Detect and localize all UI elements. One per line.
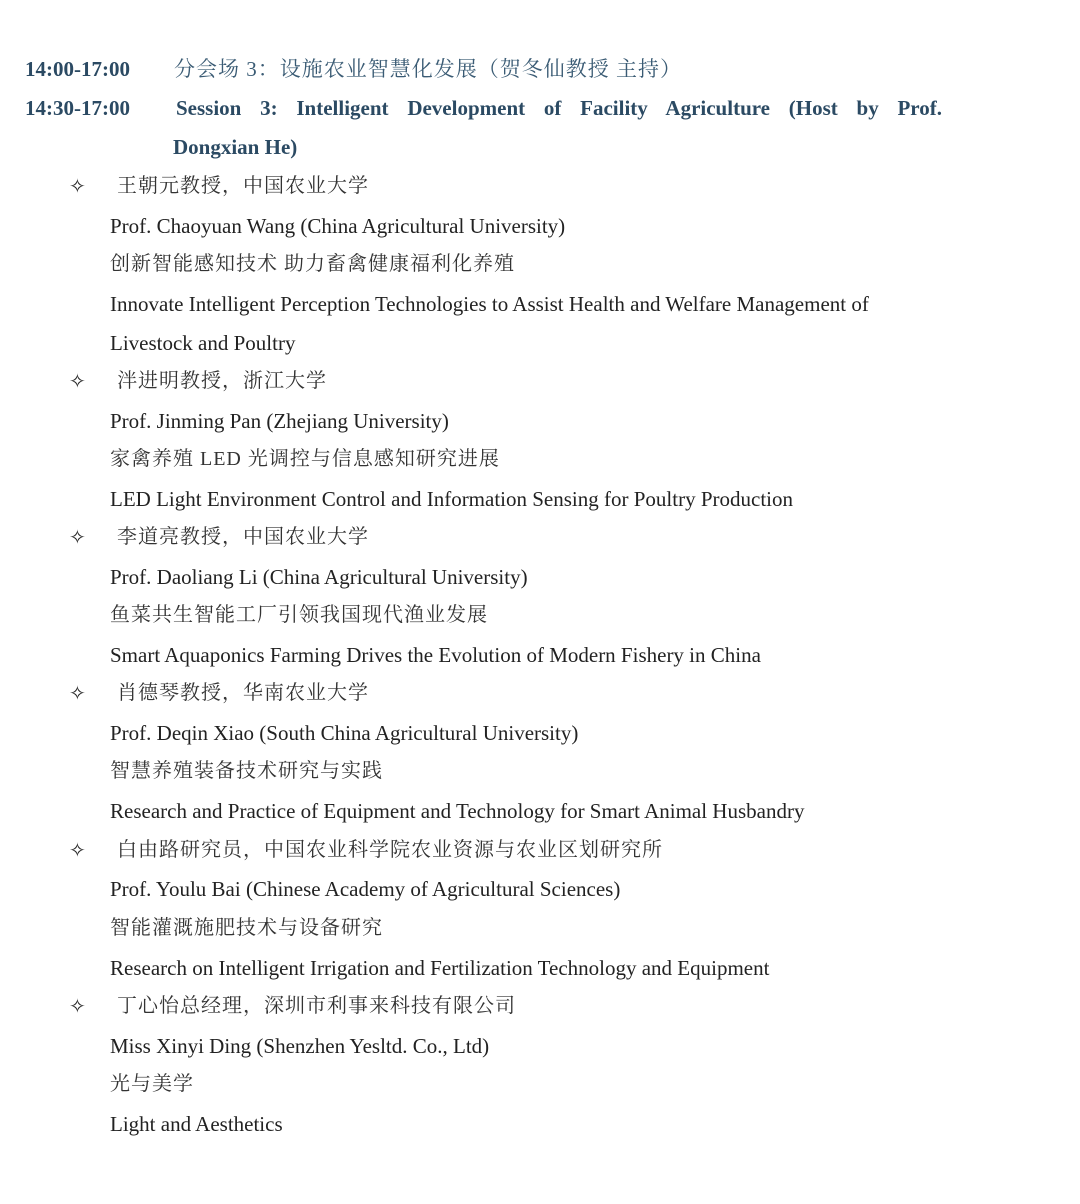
speaker-en-row: [0, 211, 1080, 241]
talk-title-cn: 光与美学: [110, 1073, 194, 1095]
speaker-en-row: [0, 406, 1080, 436]
speaker-cn: 王朝元教授，中国农业大学: [117, 175, 369, 197]
talk-title-en: Research and Practice of Equipment and Technology for Smart Animal Husbandry: [110, 799, 805, 823]
speaker-en-row: [0, 874, 1080, 904]
diamond-bullet-icon: ✧: [69, 369, 86, 393]
speaker-en: Prof. Youlu Bai (Chinese Academy of Agricultural Sciences): [110, 877, 621, 901]
talk-title-en: Smart Aquaponics Farming Drives the Evolution of Modern Fishery in China: [110, 643, 761, 667]
speaker-en-row: [0, 718, 1080, 748]
speaker-en: Prof. Jinming Pan (Zhejiang University): [110, 409, 449, 433]
talk-title-cn-row: [0, 444, 1080, 474]
talk-title-cn: 智慧养殖装备技术研究与实践: [110, 760, 383, 782]
talk-title-cn: 家禽养殖 LED 光调控与信息感知研究进展: [110, 448, 500, 470]
session-title-cn: 分会场 3：设施农业智慧化发展（贺冬仙教授 主持）: [174, 57, 682, 81]
talk-title-en-row: [0, 640, 1080, 670]
speaker-en-row: [0, 562, 1080, 592]
speaker-cn: 肖德琴教授，华南农业大学: [117, 682, 369, 704]
diamond-bullet-icon: ✧: [69, 994, 86, 1018]
talk-title-cn: 鱼菜共生智能工厂引领我国现代渔业发展: [110, 604, 488, 626]
talk-title-cn-row: [0, 1069, 1080, 1099]
talk-title-en-row: [0, 953, 1080, 983]
speaker-en-row: [0, 1031, 1080, 1061]
speaker-en: Prof. Deqin Xiao (South China Agricultural University): [110, 721, 579, 745]
session-time-en: 14:30-17:00: [25, 96, 130, 120]
session-row-cn: [0, 54, 1080, 84]
session-row-en: [0, 93, 1080, 123]
talk-title-en-row: [0, 1109, 1080, 1139]
talk-title-en-row: [0, 484, 1080, 514]
speaker-row: [0, 366, 1080, 396]
talk-title-cn: 智能灌溉施肥技术与设备研究: [110, 917, 383, 939]
speaker-en: Prof. Daoliang Li (China Agricultural University): [110, 565, 528, 589]
speaker-row: [0, 678, 1080, 708]
talk-title-cn: 创新智能感知技术 助力畜禽健康福利化养殖: [110, 253, 515, 275]
talk-title-en-row: [0, 796, 1080, 826]
speaker-row: [0, 991, 1080, 1021]
diamond-bullet-icon: ✧: [69, 681, 86, 705]
talk-title-en: LED Light Environment Control and Information Sensing for Poultry Production: [110, 487, 794, 511]
speaker-en: Prof. Chaoyuan Wang (China Agricultural University): [110, 214, 566, 238]
speaker-row: [0, 171, 1080, 201]
talk-title-cn-row: [0, 913, 1080, 943]
session-title-en-continued: Dongxian He): [173, 135, 298, 159]
speaker-en: Miss Xinyi Ding (Shenzhen Yesltd. Co., Ltd): [110, 1034, 490, 1058]
talk-title-en-row-2: [0, 328, 1080, 358]
talk-title-en: Research on Intelligent Irrigation and Fertilization Technology and Equipment: [110, 956, 770, 980]
talk-title-en: Light and Aesthetics: [110, 1112, 283, 1136]
speaker-cn: 泮进明教授，浙江大学: [117, 370, 327, 392]
speaker-cn: 丁心怡总经理，深圳市利事来科技有限公司: [117, 995, 516, 1017]
talk-title-cn-row: [0, 756, 1080, 786]
speaker-row: [0, 522, 1080, 552]
talk-title-en-continued: Livestock and Poultry: [110, 331, 296, 355]
session-row-en-cont: [0, 132, 1080, 162]
talk-title-en: Innovate Intelligent Perception Technologies to Assist Health and Welfare Management of: [110, 292, 869, 316]
diamond-bullet-icon: ✧: [69, 174, 86, 198]
session-time-cn: 14:00-17:00: [25, 57, 130, 81]
speaker-cn: 白由路研究员，中国农业科学院农业资源与农业区划研究所: [117, 839, 663, 861]
diamond-bullet-icon: ✧: [69, 525, 86, 549]
talk-title-en-row: [0, 289, 1080, 319]
speaker-cn: 李道亮教授，中国农业大学: [117, 526, 369, 548]
session-title-en: Session 3: Intelligent Development of Facility Agriculture (Host by Prof.: [176, 96, 942, 120]
speaker-row: [0, 835, 1080, 865]
talk-title-cn-row: [0, 249, 1080, 279]
talk-title-cn-row: [0, 600, 1080, 630]
diamond-bullet-icon: ✧: [69, 838, 86, 862]
